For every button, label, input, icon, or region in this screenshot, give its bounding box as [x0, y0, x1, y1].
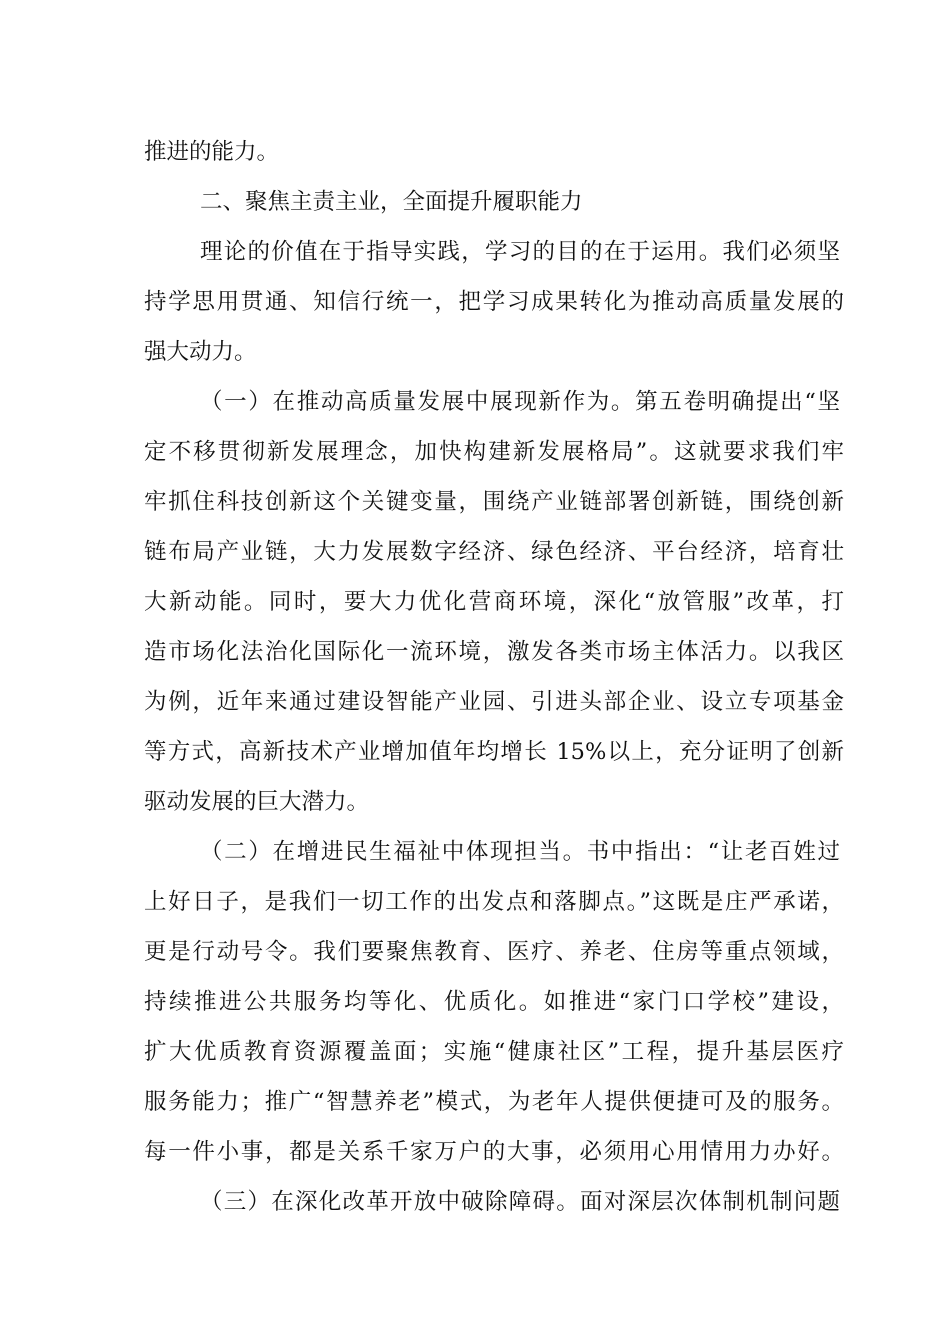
text-line: 为例，近年来通过建设智能产业园、引进头部企业、设立专项基金	[144, 689, 844, 715]
section-heading: 二、聚焦主责主业，全面提升履职能力	[200, 189, 583, 215]
text-line: 更是行动号令。我们要聚焦教育、医疗、养老、住房等重点领域，	[144, 939, 844, 965]
text-line: （一）在推动高质量发展中展现新作为。第五卷明确提出“坚	[200, 389, 840, 415]
text-line: 推进的能力。	[144, 139, 280, 165]
text-line: 驱动发展的巨大潜力。	[144, 789, 370, 815]
text-line: 持学思用贯通、知信行统一，把学习成果转化为推动高质量发展的	[144, 289, 844, 315]
text-line: 牢抓住科技创新这个关键变量，围绕产业链部署创新链，围绕创新	[144, 489, 844, 515]
text-line: 理论的价值在于指导实践，学习的目的在于运用。我们必须坚	[200, 239, 840, 265]
text-line: （二）在增进民生福祉中体现担当。书中指出：“让老百姓过	[200, 839, 840, 865]
text-line: 扩大优质教育资源覆盖面；实施“健康社区”工程，提升基层医疗	[144, 1039, 844, 1065]
text-line: 大新动能。同时，要大力优化营商环境，深化“放管服”改革，打	[144, 589, 844, 615]
text-line: 每一件小事，都是关系千家万户的大事，必须用心用情用力办好。	[144, 1139, 844, 1165]
text-line: （三）在深化改革开放中破除障碍。面对深层次体制机制问题	[200, 1189, 840, 1215]
text-line: 造市场化法治化国际化一流环境，激发各类市场主体活力。以我区	[144, 639, 844, 665]
text-line: 强大动力。	[144, 339, 257, 365]
text-line: 链布局产业链，大力发展数字经济、绿色经济、平台经济，培育壮	[144, 539, 844, 565]
text-line: 服务能力；推广“智慧养老”模式，为老年人提供便捷可及的服务。	[144, 1089, 844, 1115]
text-line: 定不移贯彻新发展理念，加快构建新发展格局”。这就要求我们牢	[144, 439, 844, 465]
text-line: 持续推进公共服务均等化、优质化。如推进“家门口学校”建设，	[144, 989, 844, 1015]
text-line: 等方式，高新技术产业增加值年均增长 15%以上，充分证明了创新	[144, 739, 844, 765]
text-line: 上好日子，是我们一切工作的出发点和落脚点。”这既是庄严承诺，	[144, 889, 844, 915]
